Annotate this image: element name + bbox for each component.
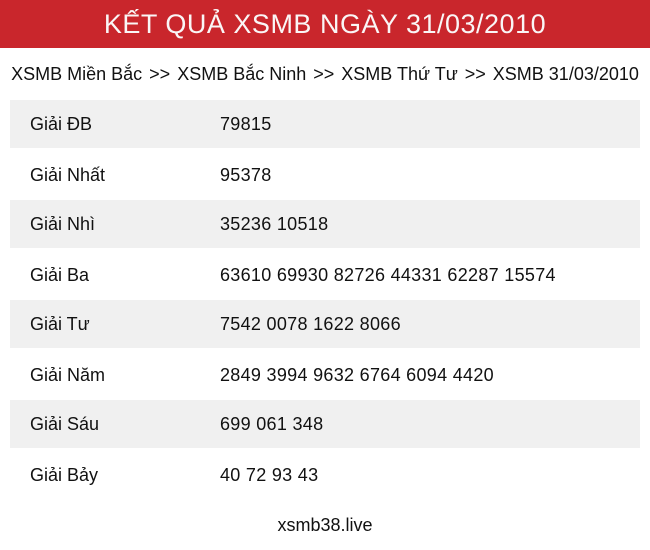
prize-label: Giải Ba (30, 264, 90, 285)
prize-row (10, 350, 640, 400)
prize-numbers: 79815 (220, 113, 272, 134)
page-footer (0, 500, 650, 550)
breadcrumb (0, 48, 650, 100)
breadcrumb-item[interactable]: XSMB Miền Bắc (11, 63, 143, 84)
breadcrumb-item[interactable]: XSMB Bắc Ninh (177, 63, 307, 84)
breadcrumb-item[interactable]: XSMB 31/03/2010 (492, 63, 639, 84)
prize-label: Giải Bảy (30, 464, 99, 485)
prize-label: Giải Nhất (30, 164, 106, 185)
page-title: KẾT QUẢ XSMB NGÀY 31/03/2010 (103, 8, 547, 39)
prize-numbers: 95378 (220, 164, 272, 185)
breadcrumb-separator: >> (464, 63, 486, 84)
prize-label: Giải Năm (30, 364, 106, 385)
prize-numbers: 63610 69930 82726 44331 62287 15574 (220, 264, 556, 285)
prize-row (10, 300, 640, 350)
prize-row (10, 250, 640, 300)
prize-row (10, 100, 640, 150)
prize-row (10, 200, 640, 250)
prize-numbers: 40 72 93 43 (220, 464, 319, 485)
breadcrumb-item[interactable]: XSMB Thứ Tư (341, 63, 458, 84)
prize-numbers: 7542 0078 1622 8066 (220, 313, 401, 334)
prize-row (10, 150, 640, 200)
site-name-link[interactable]: xsmb38.live (277, 514, 373, 535)
prize-row (10, 450, 640, 500)
prize-label: Giải Tư (30, 313, 90, 334)
breadcrumb-separator: >> (313, 63, 335, 84)
prize-numbers: 699 061 348 (220, 413, 324, 434)
prize-label: Giải Nhì (30, 213, 96, 234)
prize-label: Giải Sáu (30, 413, 100, 434)
results-table (0, 100, 650, 500)
prize-label: Giải ĐB (30, 113, 93, 134)
prize-numbers: 2849 3994 9632 6764 6094 4420 (220, 364, 494, 385)
page-header (0, 0, 650, 48)
breadcrumb-separator: >> (149, 63, 171, 84)
prize-row (10, 400, 640, 450)
prize-numbers: 35236 10518 (220, 213, 329, 234)
